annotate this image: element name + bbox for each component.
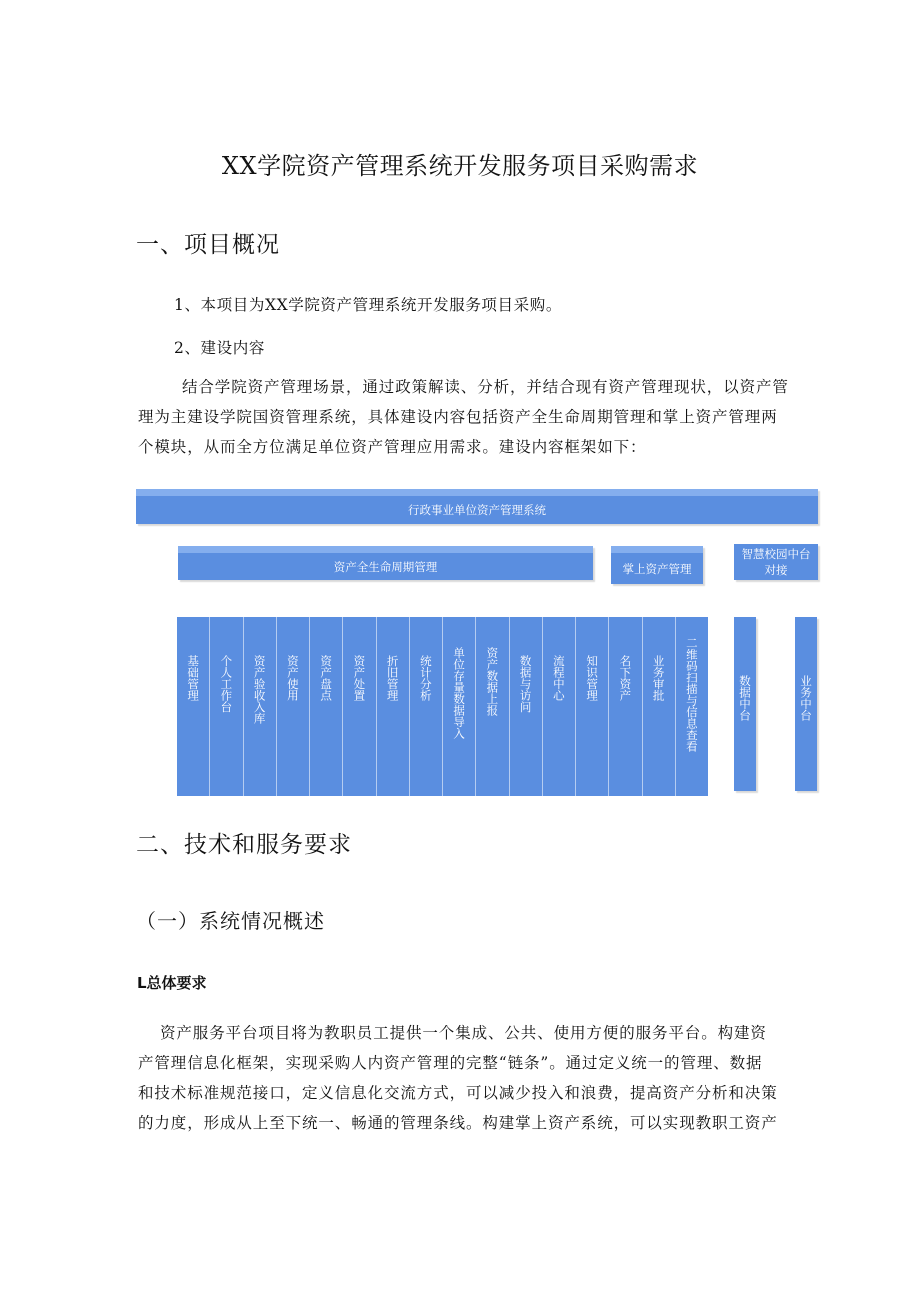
diagram-module: 资产盘点 (310, 617, 343, 796)
section1-para-line: 结合学院资产管理场景，通过政策解读、分析，并结合现有资产管理现状，以资产管 (182, 378, 789, 396)
diagram-module: 折旧管理 (377, 617, 410, 796)
section2-para-line: 的力度，形成从上至下统一、畅通的管理条线。构建掌上资产系统，可以实现教职工资产 (138, 1114, 778, 1132)
diagram-module: 名下资产 (609, 617, 642, 796)
diagram-module: 资产处置 (343, 617, 376, 796)
diagram-module: 二维码扫描与信息查看 (684, 637, 699, 752)
diagram-module: 知识管理 (576, 617, 609, 796)
section2-para-line: 资产服务平台项目将为教职员工提供一个集成、公共、使用方便的服务平台。构建资 (160, 1024, 767, 1042)
diagram-side-module-business: 业务中台 (795, 617, 817, 791)
diagram-module: 资产验收入库 (244, 617, 277, 796)
section1-item1: 1、本项目为XX学院资产管理系统开发服务项目采购。 (174, 296, 562, 314)
diagram-module: 资产数据上报 (476, 617, 509, 796)
diagram-side-module-data: 数据中台 (734, 617, 756, 791)
section2-para-line: 和技术标准规范接口，定义信息化交流方式，可以减少投入和浪费，提高资产分析和决策 (138, 1084, 778, 1102)
diagram-module: 流程中心 (543, 617, 576, 796)
section1-item2: 2、建设内容 (174, 339, 265, 357)
diagram-mobile-box: 掌上资产管理 (611, 546, 703, 584)
diagram-module: 统计分析 (410, 617, 443, 796)
section1-paragraph (138, 372, 789, 462)
section2-heading: 二、技术和服务要求 (136, 832, 352, 858)
diagram-module: 资产使用 (277, 617, 310, 796)
section1-para-line: 个模块，从而全方位满足单位资产管理应用需求。建设内容框架如下： (138, 438, 647, 456)
section2-bold-label: L总体要求 (137, 974, 207, 992)
section2-paragraph (138, 1018, 778, 1138)
diagram-module-columns (177, 617, 708, 796)
section2-subheading: （一）系统情况概述 (136, 909, 325, 933)
diagram-module: 基础管理 (177, 617, 210, 796)
diagram-lifecycle-box: 资产全生命周期管理 (178, 546, 593, 580)
section1-heading: 一、项目概况 (136, 232, 280, 258)
document-title: XX学院资产管理系统开发服务项目采购需求 (221, 152, 699, 180)
diagram-module: 业务审批 (643, 617, 676, 796)
diagram-module: 单位存量数据导入 (443, 617, 476, 796)
section2-para-line: 产管理信息化框架，实现采购人内资产管理的完整“链条”。通过定义统一的管理、数据 (138, 1054, 763, 1072)
diagram-module: 数据与访问 (510, 617, 543, 796)
diagram-top-box: 行政事业单位资产管理系统 (136, 489, 818, 524)
section1-para-line: 理为主建设学院国资管理系统，具体建设内容包括资产全生命周期管理和掌上资产管理两 (138, 408, 778, 426)
diagram-campus-box: 智慧校园中台对接 (734, 544, 818, 580)
diagram-module: 个人工作台 (210, 617, 243, 796)
